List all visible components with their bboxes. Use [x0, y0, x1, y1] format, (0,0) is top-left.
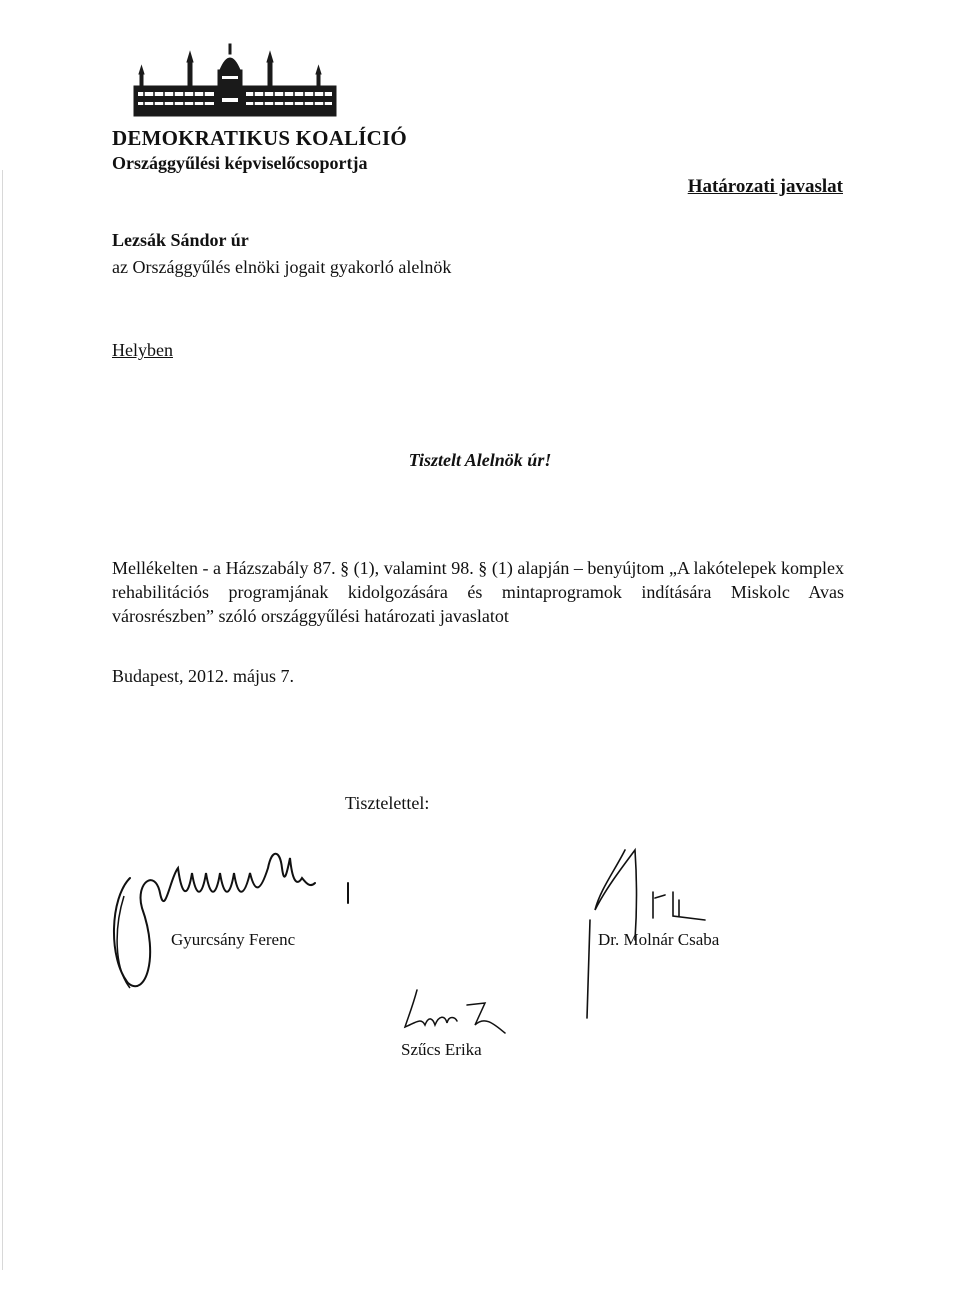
signature-gyurcsany: [100, 838, 400, 998]
organization-subtitle: Országgyűlési képviselőcsoportja: [112, 153, 368, 173]
letter-body: Mellékelten - a Házszabály 87. § (1), valamint 98. § (1) alapján – benyújtom „A lakótelepek komplex rehabilitációs programjának kidolgozására és mintaprogramok indítására Miskolc Avas városrészben” szóló országgyűlési határozati javaslatot: [112, 558, 844, 626]
addressee-name: Lezsák Sándor úr: [112, 230, 249, 250]
signatory-name-1: Gyurcsány Ferenc: [171, 930, 296, 949]
signatory-name-3: Szűcs Erika: [401, 1040, 482, 1059]
letter-closing: Tisztelettel:: [345, 793, 430, 813]
letter-date: Budapest, 2012. május 7.: [112, 666, 294, 686]
scan-edge-line: [2, 170, 3, 1270]
document-type: Határozati javaslat: [687, 176, 843, 197]
addressee-role: az Országgyűlés elnöki jogait gyakorló alelnök: [112, 257, 452, 277]
parliament-building-icon: [130, 40, 340, 120]
salutation: Tisztelt Alelnök úr!: [408, 450, 552, 470]
addressee-location: Helyben: [112, 340, 173, 360]
signatory-name-2: Dr. Molnár Csaba: [598, 930, 720, 949]
organization-name: DEMOKRATIKUS KOALÍCIÓ: [112, 126, 407, 150]
signature-szucs: [395, 985, 525, 1045]
